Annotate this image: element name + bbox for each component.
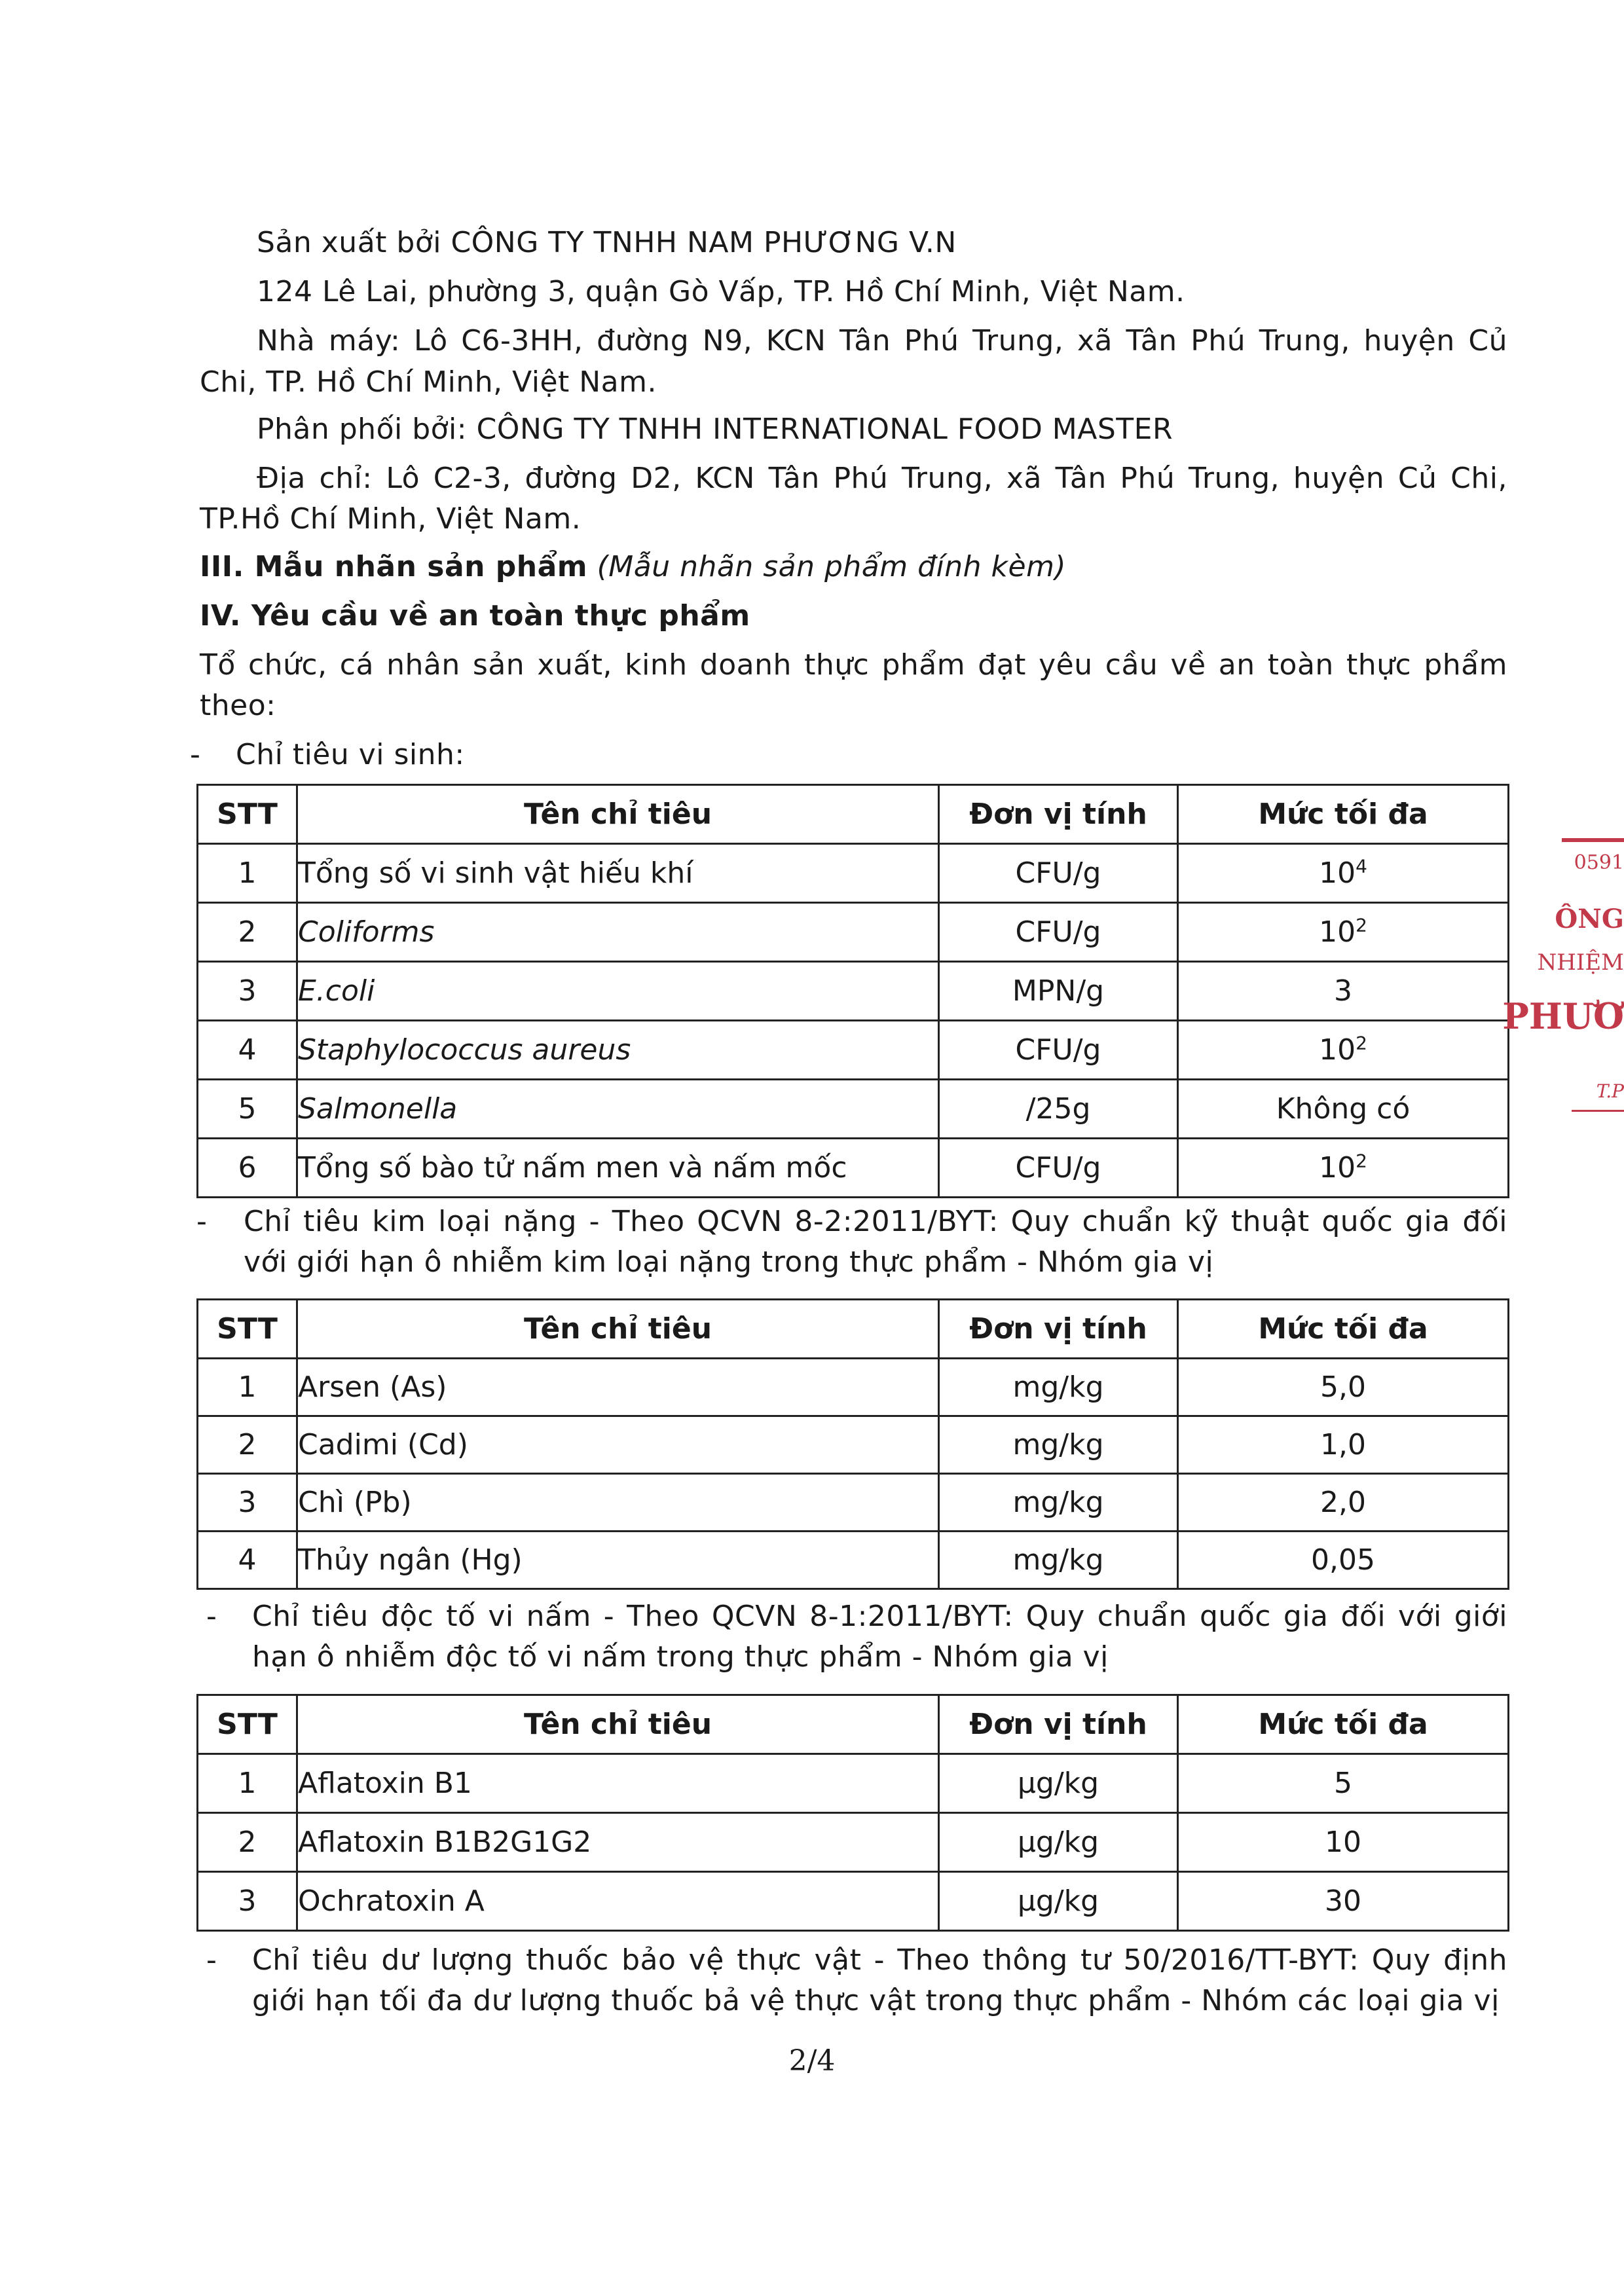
table-row bbox=[198, 1872, 1509, 1931]
cell-max bbox=[1178, 1021, 1509, 1080]
table-row bbox=[198, 1532, 1509, 1589]
cell-name: Salmonella bbox=[297, 1080, 939, 1139]
pesticide-label-1: Chỉ tiêu dư lượng thuốc bảo vệ thực vật - Theo thông tư 50/2016/TT-BYT: Quy định bbox=[252, 1943, 1507, 1977]
cell-name: Cadimi (Cd) bbox=[297, 1416, 939, 1474]
cell-unit: MPN/g bbox=[939, 962, 1178, 1021]
cell-unit: mg/kg bbox=[939, 1359, 1178, 1416]
cell-stt: 1 bbox=[198, 1359, 297, 1416]
pesticide-label-2: giới hạn tối đa dư lượng thuốc bả vệ thực vật trong thực phẩm - Nhóm các loại gia vị bbox=[252, 1984, 1500, 2017]
company-stamp bbox=[1502, 838, 1624, 1133]
bullet-dash: - bbox=[196, 1205, 207, 1238]
cell-stt: 6 bbox=[198, 1139, 297, 1198]
max-base: 10 bbox=[1319, 1151, 1356, 1184]
section-4-title: IV. Yêu cầu về an toàn thực phẩm bbox=[200, 599, 750, 633]
table-row bbox=[198, 903, 1509, 962]
cell-stt: 4 bbox=[198, 1532, 297, 1589]
cell-stt: 2 bbox=[198, 903, 297, 962]
toxins-label-2: hạn ô nhiễm độc tố vi nấm trong thực phẩm - Nhóm gia vị bbox=[252, 1640, 1109, 1674]
cell-max bbox=[1178, 1080, 1509, 1139]
cell-name: Tổng số bào tử nấm men và nấm mốc bbox=[297, 1139, 939, 1198]
bullet-dash: - bbox=[190, 738, 200, 771]
cell-max: 5 bbox=[1178, 1754, 1509, 1813]
distributor-address-2: TP.Hồ Chí Minh, Việt Nam. bbox=[200, 502, 581, 536]
distributor-line: Phân phối bởi: CÔNG TY TNHH INTERNATIONAL FOOD MASTER bbox=[257, 413, 1173, 446]
metals-table bbox=[196, 1298, 1509, 1590]
table-row bbox=[198, 1474, 1509, 1532]
producer-address: 124 Lê Lai, phường 3, quận Gò Vấp, TP. Hồ Chí Minh, Việt Nam. bbox=[257, 275, 1185, 308]
cell-max: 5,0 bbox=[1178, 1359, 1509, 1416]
cell-max bbox=[1178, 903, 1509, 962]
col-header-max: Mức tối đa bbox=[1178, 785, 1509, 844]
cell-name: Aflatoxin B1 bbox=[297, 1754, 939, 1813]
stamp-rule-top bbox=[1562, 838, 1624, 842]
table-row bbox=[198, 1754, 1509, 1813]
max-base: 10 bbox=[1319, 856, 1356, 890]
table-row bbox=[198, 1359, 1509, 1416]
cell-unit: CFU/g bbox=[939, 1139, 1178, 1198]
cell-stt: 4 bbox=[198, 1021, 297, 1080]
cell-name: Aflatoxin B1B2G1G2 bbox=[297, 1813, 939, 1872]
toxins-label-1: Chỉ tiêu độc tố vi nấm - Theo QCVN 8-1:2011/BYT: Quy chuẩn quốc gia đối với giới bbox=[252, 1600, 1507, 1633]
cell-unit: µg/kg bbox=[939, 1754, 1178, 1813]
section-4-intro-2: theo: bbox=[200, 689, 276, 722]
table-row bbox=[198, 962, 1509, 1021]
factory-line-2: Chi, TP. Hồ Chí Minh, Việt Nam. bbox=[200, 365, 657, 399]
stamp-text-5: T.P bbox=[1596, 1080, 1624, 1102]
cell-name: Coliforms bbox=[297, 903, 939, 962]
distributor-address-1: Địa chỉ: Lô C2-3, đường D2, KCN Tân Phú Trung, xã Tân Phú Trung, huyện Củ Chi, bbox=[257, 462, 1507, 495]
col-header-stt: STT bbox=[198, 1300, 297, 1359]
cell-stt: 3 bbox=[198, 1474, 297, 1532]
cell-unit: µg/kg bbox=[939, 1872, 1178, 1931]
micro-table bbox=[196, 784, 1509, 1198]
cell-stt: 5 bbox=[198, 1080, 297, 1139]
max-exponent: 2 bbox=[1356, 1150, 1367, 1172]
cell-max: 0,05 bbox=[1178, 1532, 1509, 1589]
col-header-unit: Đơn vị tính bbox=[939, 1300, 1178, 1359]
stamp-text-1: 0591 bbox=[1574, 851, 1624, 874]
cell-max: 10 bbox=[1178, 1813, 1509, 1872]
col-header-max: Mức tối đa bbox=[1178, 1695, 1509, 1754]
cell-stt: 1 bbox=[198, 1754, 297, 1813]
stamp-text-2: ÔNG bbox=[1555, 904, 1624, 934]
cell-stt: 2 bbox=[198, 1416, 297, 1474]
cell-name: E.coli bbox=[297, 962, 939, 1021]
cell-name: Staphylococcus aureus bbox=[297, 1021, 939, 1080]
table-row bbox=[198, 1416, 1509, 1474]
micro-label: Chỉ tiêu vi sinh: bbox=[236, 738, 465, 771]
section-3-title: III. Mẫu nhãn sản phẩm bbox=[200, 550, 588, 583]
table-header-row bbox=[198, 1300, 1509, 1359]
table-header-row bbox=[198, 1695, 1509, 1754]
cell-max: 2,0 bbox=[1178, 1474, 1509, 1532]
cell-unit: mg/kg bbox=[939, 1474, 1178, 1532]
producer-line: Sản xuất bởi CÔNG TY TNHH NAM PHƯƠNG V.N bbox=[257, 226, 957, 259]
bullet-dash: - bbox=[206, 1943, 217, 1977]
page-number: 2/4 bbox=[788, 2044, 836, 2078]
cell-unit: mg/kg bbox=[939, 1532, 1178, 1589]
table-row bbox=[198, 1139, 1509, 1198]
cell-name: Arsen (As) bbox=[297, 1359, 939, 1416]
cell-unit: /25g bbox=[939, 1080, 1178, 1139]
section-3-note: (Mẫu nhãn sản phẩm đính kèm) bbox=[597, 550, 1067, 583]
section-4-intro-1: Tổ chức, cá nhân sản xuất, kinh doanh thực phẩm đạt yêu cầu về an toàn thực phẩm bbox=[200, 648, 1507, 682]
table-header-row bbox=[198, 785, 1509, 844]
max-base: 3 bbox=[1334, 974, 1352, 1008]
table-row bbox=[198, 1813, 1509, 1872]
max-base: Không có bbox=[1276, 1092, 1411, 1126]
cell-stt: 2 bbox=[198, 1813, 297, 1872]
max-base: 10 bbox=[1319, 915, 1356, 949]
cell-max bbox=[1178, 962, 1509, 1021]
cell-name: Thủy ngân (Hg) bbox=[297, 1532, 939, 1589]
cell-max bbox=[1178, 844, 1509, 903]
stamp-rule-bottom bbox=[1572, 1110, 1624, 1112]
max-exponent: 2 bbox=[1356, 1032, 1367, 1054]
max-base: 10 bbox=[1319, 1033, 1356, 1067]
cell-unit: µg/kg bbox=[939, 1813, 1178, 1872]
cell-name: Tổng số vi sinh vật hiếu khí bbox=[297, 844, 939, 903]
cell-name: Ochratoxin A bbox=[297, 1872, 939, 1931]
metals-label-2: với giới hạn ô nhiễm kim loại nặng trong thực phẩm - Nhóm gia vị bbox=[244, 1245, 1214, 1279]
cell-unit: mg/kg bbox=[939, 1416, 1178, 1474]
stamp-text-3: NHIỆM bbox=[1537, 949, 1624, 976]
cell-stt: 3 bbox=[198, 1872, 297, 1931]
bullet-dash: - bbox=[206, 1600, 217, 1633]
cell-unit: CFU/g bbox=[939, 1021, 1178, 1080]
cell-stt: 1 bbox=[198, 844, 297, 903]
cell-max bbox=[1178, 1139, 1509, 1198]
col-header-unit: Đơn vị tính bbox=[939, 1695, 1178, 1754]
max-exponent: 2 bbox=[1356, 914, 1367, 936]
col-header-name: Tên chỉ tiêu bbox=[297, 1300, 939, 1359]
stamp-text-4: PHƯƠ bbox=[1502, 995, 1624, 1037]
table-row bbox=[198, 844, 1509, 903]
col-header-stt: STT bbox=[198, 1695, 297, 1754]
cell-unit: CFU/g bbox=[939, 903, 1178, 962]
factory-line-1: Nhà máy: Lô C6-3HH, đường N9, KCN Tân Phú Trung, xã Tân Phú Trung, huyện Củ bbox=[257, 324, 1507, 358]
cell-stt: 3 bbox=[198, 962, 297, 1021]
metals-label-1: Chỉ tiêu kim loại nặng - Theo QCVN 8-2:2011/BYT: Quy chuẩn kỹ thuật quốc gia đối bbox=[244, 1205, 1507, 1238]
cell-max: 1,0 bbox=[1178, 1416, 1509, 1474]
col-header-stt: STT bbox=[198, 785, 297, 844]
table-row bbox=[198, 1080, 1509, 1139]
cell-unit: CFU/g bbox=[939, 844, 1178, 903]
col-header-max: Mức tối đa bbox=[1178, 1300, 1509, 1359]
cell-max: 30 bbox=[1178, 1872, 1509, 1931]
section-3-heading bbox=[200, 547, 1066, 587]
toxins-table bbox=[196, 1694, 1509, 1932]
col-header-name: Tên chỉ tiêu bbox=[297, 785, 939, 844]
col-header-unit: Đơn vị tính bbox=[939, 785, 1178, 844]
table-row bbox=[198, 1021, 1509, 1080]
max-exponent: 4 bbox=[1356, 855, 1367, 877]
col-header-name: Tên chỉ tiêu bbox=[297, 1695, 939, 1754]
cell-name: Chì (Pb) bbox=[297, 1474, 939, 1532]
